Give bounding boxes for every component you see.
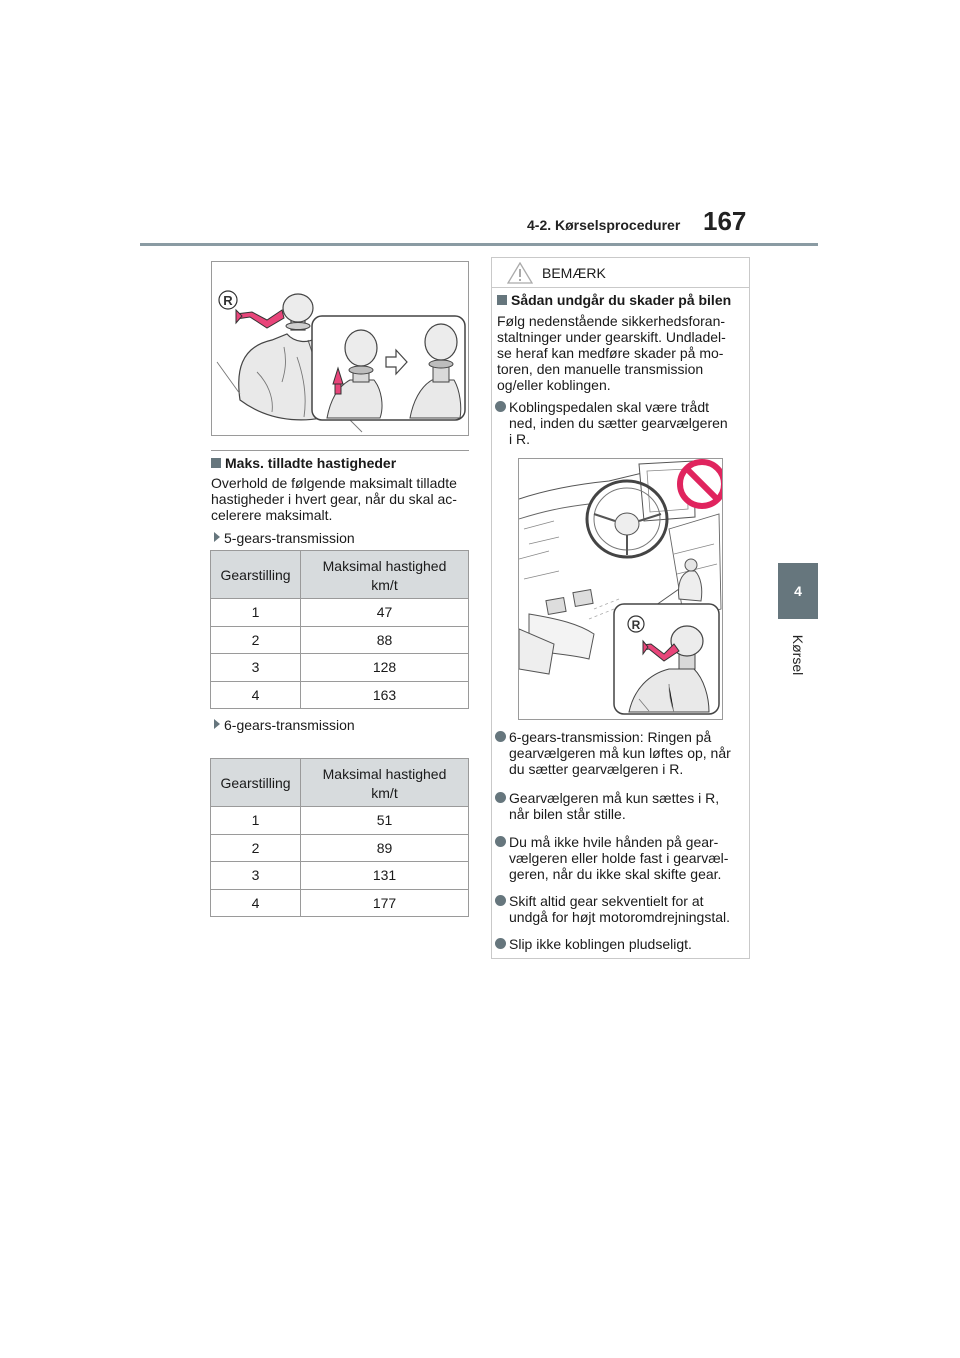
- header-divider: [140, 243, 818, 246]
- table-row: 2 89: [211, 834, 469, 862]
- chapter-number: 4: [794, 583, 802, 599]
- table-row: 4 177: [211, 889, 469, 917]
- notice-divider: [492, 287, 749, 288]
- page-number: 167: [703, 206, 747, 236]
- table5-title: 5-gears-transmission: [214, 530, 355, 546]
- table-row: 4 163: [211, 681, 469, 709]
- intro-paragraph: Overhold de følgende maksimalt tilladte hastigheder i hvert gear, når du skal ac- celerere maksimalt.: [211, 475, 457, 523]
- col-header-gear: Gearstilling: [211, 551, 301, 599]
- square-bullet-icon: [497, 295, 507, 305]
- table-row: 3 128: [211, 654, 469, 682]
- section-divider: [211, 450, 469, 451]
- reverse-label: R: [631, 618, 641, 632]
- chapter-label: Kørsel: [790, 634, 807, 676]
- list-item: Gearvælgeren må kun sættes i R, når bilen står stille.: [492, 790, 744, 822]
- circle-bullet-icon: [495, 792, 506, 803]
- notice-heading: Sådan undgår du skader på bilen: [497, 292, 731, 308]
- col-header-speed: Maksimal hastighed km/t: [301, 551, 469, 599]
- circle-bullet-icon: [495, 895, 506, 906]
- table-row: 2 88: [211, 626, 469, 654]
- warning-icon: [507, 262, 533, 284]
- circle-bullet-icon: [495, 731, 506, 742]
- notice-paragraph: Følg nedenstående sikkerhedsforan- staltninger under gearskift. Undladel- se heraf kan medføre skader på mo- toren, den manuelle transmission og/eller koblingen.: [497, 313, 726, 393]
- circle-bullet-icon: [495, 836, 506, 847]
- list-item: Koblingspedalen skal være trådt ned, inden du sætter gearvælgeren i R.: [492, 399, 744, 447]
- speed-table-6gear: [210, 758, 469, 917]
- square-bullet-icon: [211, 458, 221, 468]
- table-row: 1 51: [211, 807, 469, 835]
- circle-bullet-icon: [495, 938, 506, 949]
- reverse-label: R: [223, 293, 233, 308]
- circle-bullet-icon: [495, 401, 506, 412]
- triangle-bullet-icon: [214, 719, 220, 729]
- col-header-speed: Maksimal hastighed km/t: [301, 759, 469, 807]
- chapter-tab[interactable]: [778, 563, 818, 619]
- section-title: 4-2. Kørselsprocedurer: [527, 217, 681, 233]
- notice-title: BEMÆRK: [542, 265, 606, 281]
- col-header-gear: Gearstilling: [211, 759, 301, 807]
- notice-header: [492, 258, 749, 287]
- speed-table-5gear: [210, 550, 469, 709]
- table6-title: 6-gears-transmission: [214, 717, 355, 733]
- list-item: Du må ikke hvile hånden på gear- vælgeren eller holde fast i gearvæl- geren, når du ikke skal skifte gear.: [492, 834, 744, 882]
- table-row: 3 131: [211, 862, 469, 890]
- notice-box: [491, 257, 750, 959]
- triangle-bullet-icon: [214, 532, 220, 542]
- table-row: 1 47: [211, 599, 469, 627]
- list-item: Slip ikke koblingen pludseligt.: [492, 936, 744, 952]
- prohibition-icon: [680, 462, 722, 506]
- list-item: 6-gears-transmission: Ringen på gearvælgeren må kun løftes op, når du sætter gearvælgeren i R.: [492, 729, 744, 777]
- section-heading: Maks. tilladte hastigheder: [211, 455, 396, 471]
- gear-lever-illustration: [211, 261, 469, 436]
- list-item: Skift altid gear sekventielt for at undgå for højt motoromdrejningstal.: [492, 893, 744, 925]
- interior-illustration: [518, 458, 723, 720]
